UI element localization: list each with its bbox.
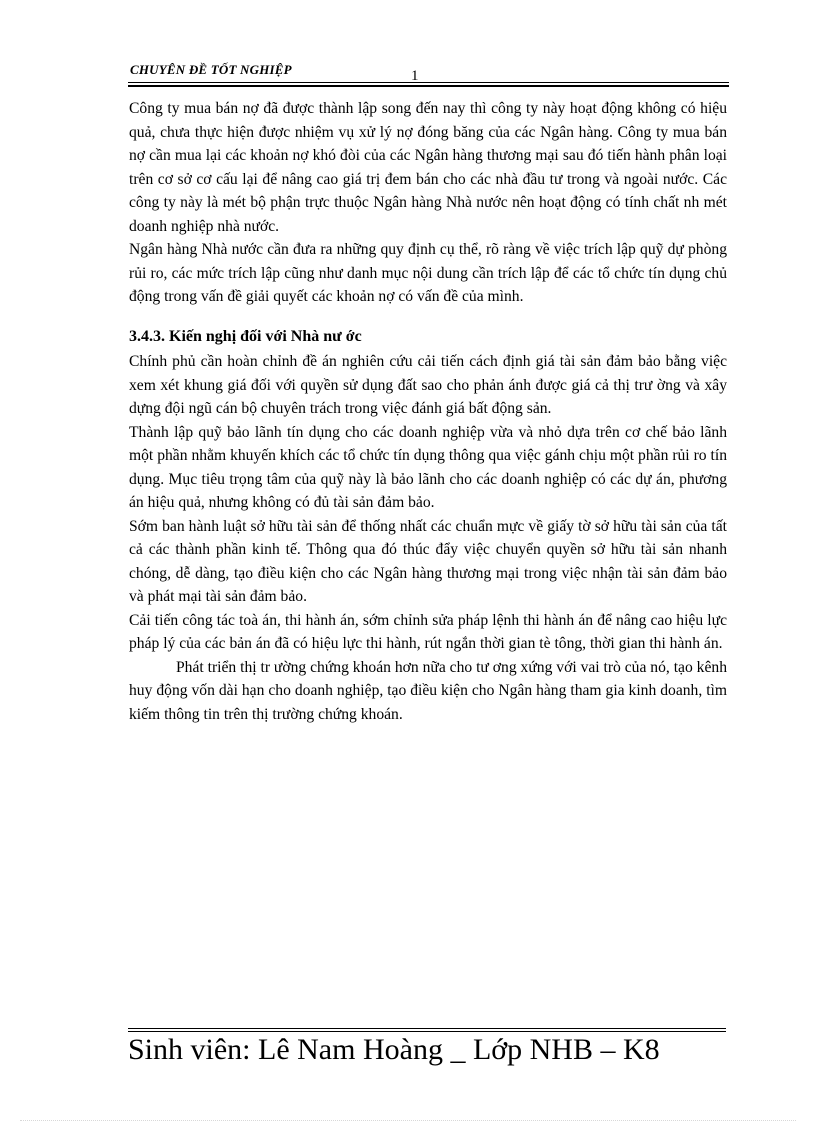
paragraph-property-law: Sớm ban hành luật sở hữu tài sản để thống nhất các chuẩn mực về giấy tờ sở hữu tài sản của tất cả các thành phần kinh tế. Thông qua đó thúc đẩy việc chuyển quyền sở hữu tài sản nhanh chóng, dễ dàng, tạo điều kiện cho các Ngân hàng thương mại trong việc nhận tài sản đảm bảo và phát mại tài sản đảm bảo.: [129, 517, 727, 605]
page-number: 1: [411, 68, 419, 84]
footer-student-info: Sinh viên: Lê Nam Hoàng _ Lớp NHB – K8: [128, 1033, 660, 1066]
paragraph-risk-provision: Ngân hàng Nhà nước cần đưa ra những quy định cụ thể, rõ ràng về việc trích lập quỹ dự phòng rủi ro, các mức trích lập cũng như danh mục nội dung cần trích lập để các tổ chức tín dụng chủ động trong vấn đề giải quyết các khoản nợ có vấn đề của mình.: [129, 241, 727, 305]
document-body: [129, 97, 727, 726]
paragraph-court-reform: Cải tiến công tác toà án, thi hành án, sớm chỉnh sửa pháp lệnh thi hành án để nâng cao hiệu lực pháp lý của các bản án đã có hiệu lực thi hành, rút ngắn thời gian tè tông, thời gian thi hành án.: [129, 611, 727, 652]
header-divider-thick: [128, 85, 729, 87]
paragraph-asset-valuation: Chính phủ cần hoàn chỉnh đề án nghiên cứu cải tiến cách định giá tài sản đảm bảo bằng việc xem xét khung giá đối với quyền sử dụng đất sao cho phản ánh được giá cả thị trư ờng và xây dựng đội ngũ cán bộ chuyên trách trong việc đánh giá bất động sản.: [129, 353, 727, 417]
paragraph-stock-market: Phát triển thị tr ường chứng khoán hơn nữa cho tư ơng xứng với vai trò của nó, tạo kênh huy động vốn dài hạn cho doanh nghiệp, tạo điều kiện cho Ngân hàng tham gia kinh doanh, tìm kiếm thông tin trên thị trường chứng khoán.: [129, 658, 727, 723]
footer-divider-second: [128, 1031, 726, 1032]
paragraph-debt-company: Công ty mua bán nợ đã được thành lập song đến nay thì công ty này hoạt động không có hiệu quả, chưa thực hiện được nhiệm vụ xử lý nợ đóng băng của các Ngân hàng. Công ty mua bán nợ cần mua lại các khoản nợ khó đòi của các Ngân hàng thương mại sau đó tiến hành phân loại trên cơ sở cơ cấu lại để nâng cao giá trị đem bán cho các nhà đầu tư trong và ngoài nước. Các công ty này là mét bộ phận trực thuộc Ngân hàng Nhà nước nên hoạt động có tính chất nh mét doanh nghiệp nhà nước.: [129, 100, 727, 235]
footer-divider: [128, 1028, 726, 1029]
header-title: CHUYÊN ĐỀ TỐT NGHIỆP: [130, 62, 292, 77]
page-bottom-edge: [20, 1120, 796, 1121]
section-heading: 3.4.3. Kiến nghị đối với Nhà nư ớc: [129, 327, 362, 345]
header-divider: [128, 82, 729, 83]
paragraph-guarantee-fund: Thành lập quỹ bảo lãnh tín dụng cho các doanh nghiệp vừa và nhỏ dựa trên cơ chế bảo lãnh một phần nhằm khuyến khích các tổ chức tín dụng thông qua việc gánh chịu một phần rủi ro tín dụng. Mục tiêu trọng tâm của quỹ này là bảo lãnh cho các doanh nghiệp có các dự án, phương án hiệu quả, nhưng không có đủ tài sản đảm bảo.: [129, 423, 727, 511]
